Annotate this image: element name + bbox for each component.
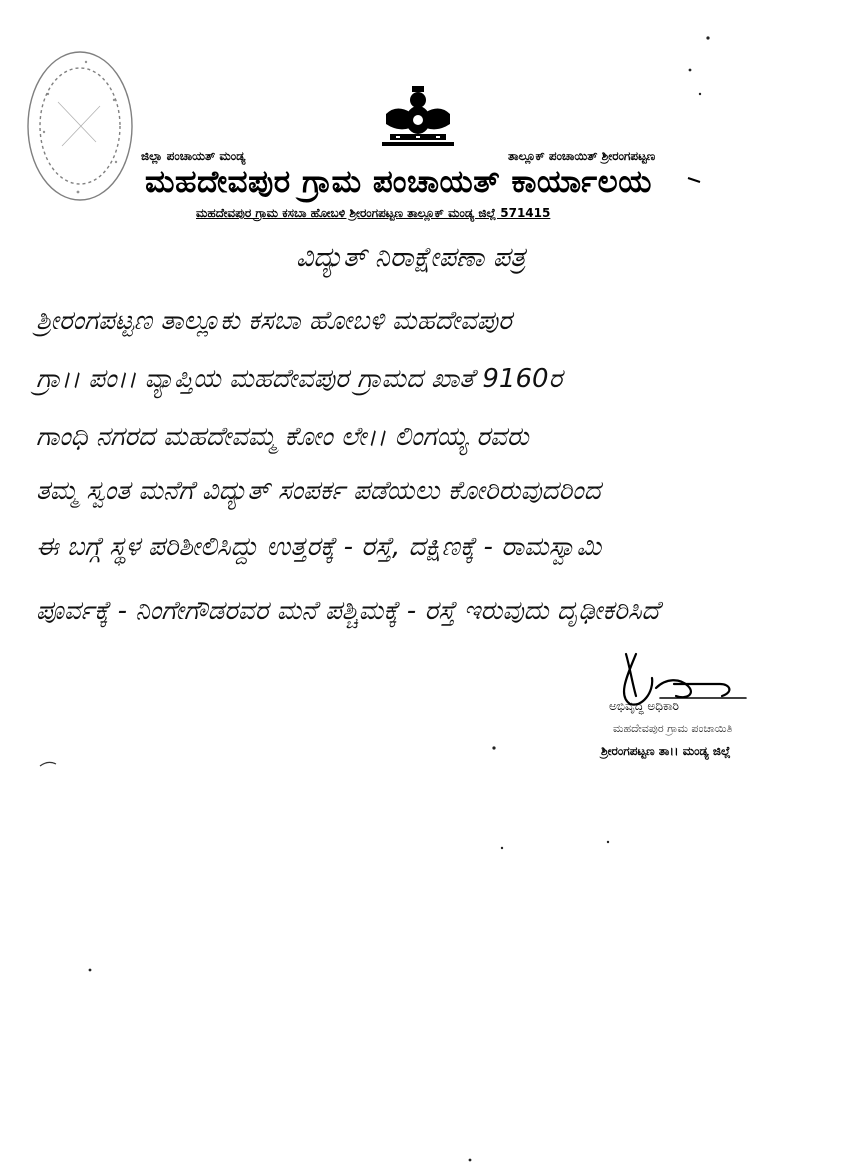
signatory-office: ಮಹದೇವಪುರ ಗ್ರಾಮ ಪಂಚಾಯಿತಿ (613, 722, 733, 735)
office-seal (18, 42, 138, 210)
letter-line: ಗ್ರಾ।। ಪಂ।। ವ್ಯಾಪ್ತಿಯ ಮಹದೇವಪುರ ಗ್ರಾಮದ ಖಾತೆ 9160ರ (36, 364, 563, 394)
letter-line: ಪೂರ್ವಕ್ಕೆ - ನಿಂಗೇಗೌಡರವರ ಮನೆ ಪಶ್ಚಿಮಕ್ಕೆ - ರಸ್ತೆ ಇರುವುದು ದೃಢೀಕರಿಸಿದೆ (36, 596, 660, 626)
letter-line: ತಮ್ಮ ಸ್ವಂತ ಮನೆಗೆ ವಿದ್ಯುತ್ ಸಂಪರ್ಕ ಪಡೆಯಲು ಕೋರಿರುವುದರಿಂದ (36, 476, 601, 506)
letter-line: ಈ ಬಗ್ಗೆ ಸ್ಥಳ ಪರಿಶೀಲಿಸಿದ್ದು ಉತ್ತರಕ್ಕೆ - ರಸ್ತೆ, ದಕ್ಷಿಣಕ್ಕೆ - ರಾಮಸ್ವಾಮಿ (36, 532, 602, 562)
letter-heading: ವಿದ್ಯುತ್ ನಿರಾಕ್ಷೇಪಣಾ ಪತ್ರ (296, 242, 526, 273)
signatory-place: ಶ್ರೀರಂಗಪಟ್ಟಣ ತಾ।। ಮಂಡ್ಯ ಜಿಲ್ಲೆ (601, 744, 731, 758)
office-title: ಮಹದೇವಪುರ ಗ್ರಾಮ ಪಂಚಾಯತ್ ಕಾರ್ಯಾಲಯ (145, 164, 652, 200)
office-address: ಮಹದೇವಪುರ ಗ್ರಾಮ ಕಸಬಾ ಹೋಬಳಿ ಶ್ರೀರಂಗಪಟ್ಟಣ ತಾಲ್ಲೂಕ್ ಮಂಡ್ಯ ಜಿಲ್ಲೆ 571415 (196, 206, 551, 220)
subtitle-right: ತಾಲ್ಲೂಕ್ ಪಂಚಾಯಿತ್ ಶ್ರೀರಂಗಪಟ್ಟಣ (508, 149, 656, 163)
letter-line: ಗಾಂಧಿ ನಗರದ ಮಹದೇವಮ್ಮ ಕೋಂ ಲೇ।। ಲಿಂಗಯ್ಯ ರವರು (36, 422, 529, 452)
subtitle-left: ಜಿಲ್ಲಾ ಪಂಚಾಯತ್ ಮಂಡ್ಯ (141, 149, 246, 163)
state-emblem (376, 84, 460, 148)
signatory-title: ಅಭಿವೃದ್ಧಿ ಅಧಿಕಾರಿ (609, 699, 680, 713)
letter-line: ಶ್ರೀರಂಗಪಟ್ಟಣ ತಾಲ್ಲೂಕು ಕಸಬಾ ಹೋಬಳಿ ಮಹದೇವಪುರ (36, 306, 512, 336)
